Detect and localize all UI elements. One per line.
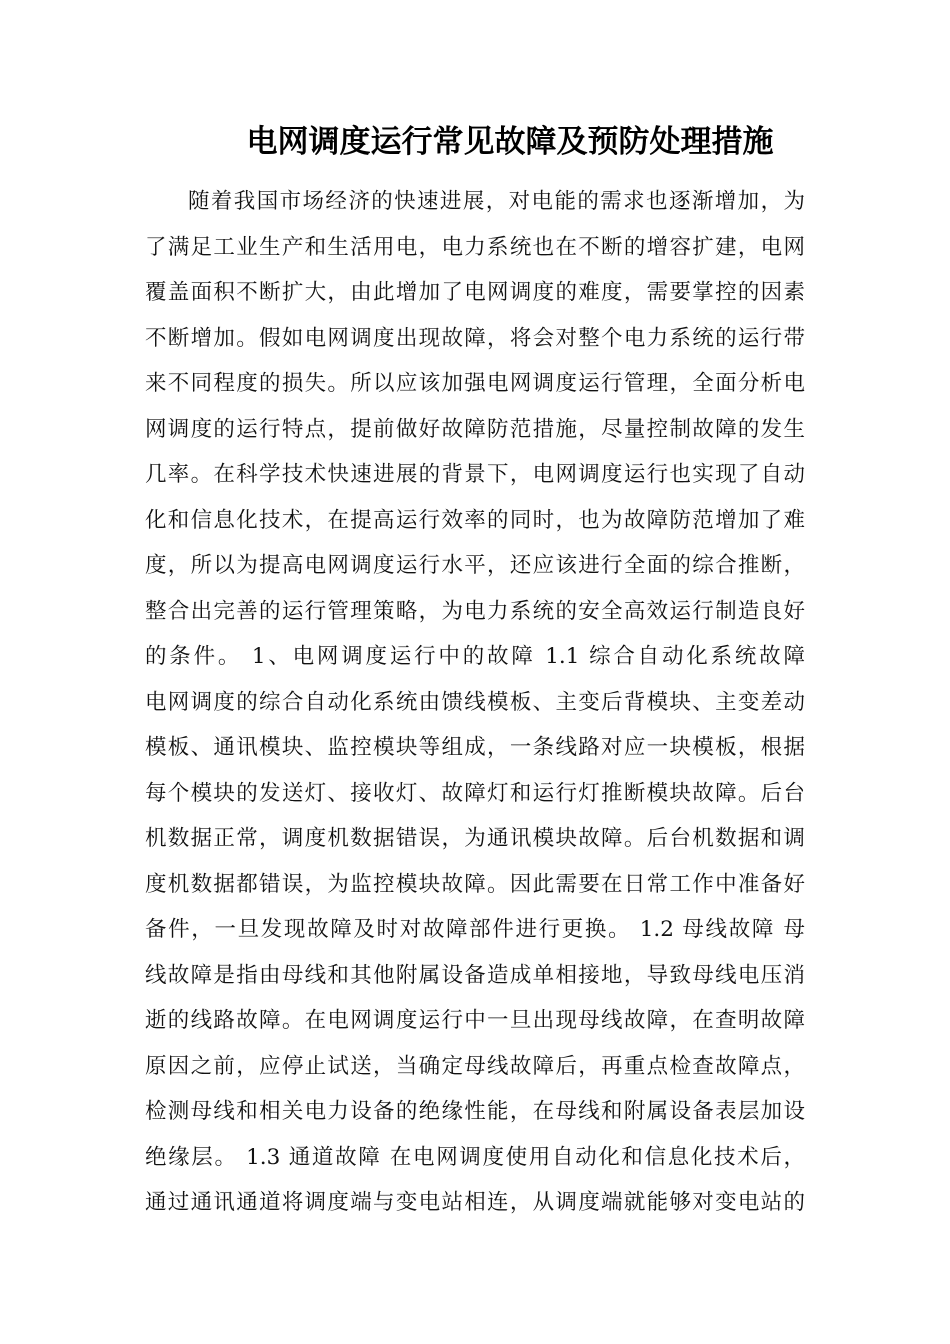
text-line: 了满足工业生产和生活用电，电力系统也在不断的增容扩建，电网 — [145, 234, 805, 260]
text-line: 化和信息化技术，在提高运行效率的同时，也为故障防范增加了难 — [145, 507, 805, 533]
text-line: 电网调度的综合自动化系统由馈线模板、主变后背模块、主变差动 — [145, 689, 805, 715]
text-line: 整合出完善的运行管理策略，为电力系统的安全高效运行制造良好 — [145, 598, 805, 624]
text-line: 检测母线和相关电力设备的绝缘性能，在母线和附属设备表层加设 — [145, 1099, 805, 1124]
document-title: 电网调度运行常见故障及预防处理措施 — [246, 124, 774, 160]
text-line: 网调度的运行特点，提前做好故障防范措施，尽量控制故障的发生 — [145, 416, 805, 442]
body-paragraph — [145, 184, 805, 1231]
text-line: 的条件。 1、电网调度运行中的故障 1.1 综合自动化系统故障 — [145, 644, 805, 669]
text-line: 随着我国市场经济的快速进展，对电能的需求也逐渐增加，为 — [188, 189, 805, 214]
text-line: 备件，一旦发现故障及时对故障部件进行更换。 1.2 母线故障 母 — [145, 917, 805, 942]
text-line: 每个模块的发送灯、接收灯、故障灯和运行灯推断模块故障。后台 — [145, 780, 805, 806]
text-line: 来不同程度的损失。所以应该加强电网调度运行管理，全面分析电 — [145, 371, 805, 396]
text-line: 度，所以为提高电网调度运行水平，还应该进行全面的综合推断， — [145, 553, 805, 578]
text-line: 模板、通讯模块、监控模块等组成，一条线路对应一块模板，根据 — [145, 735, 805, 760]
text-line: 绝缘层。 1.3 通道故障 在电网调度使用自动化和信息化技术后， — [145, 1144, 805, 1170]
text-line: 几率。在科学技术快速进展的背景下，电网调度运行也实现了自动 — [145, 462, 805, 487]
text-line: 原因之前，应停止试送，当确定母线故障后，再重点检查故障点， — [145, 1053, 805, 1079]
text-line: 不断增加。假如电网调度出现故障，将会对整个电力系统的运行带 — [145, 325, 805, 351]
text-line: 通过通讯通道将调度端与变电站相连，从调度端就能够对变电站的 — [145, 1190, 805, 1215]
text-line: 逝的线路故障。在电网调度运行中一旦出现母线故障，在查明故障 — [145, 1008, 805, 1033]
text-line: 度机数据都错误，为监控模块故障。因此需要在日常工作中准备好 — [145, 871, 805, 897]
text-line: 线故障是指由母线和其他附属设备造成单相接地，导致母线电压消 — [145, 962, 805, 988]
text-line: 覆盖面积不断扩大，由此增加了电网调度的难度，需要掌控的因素 — [145, 280, 805, 305]
text-line: 机数据正常，调度机数据错误，为通讯模块故障。后台机数据和调 — [145, 826, 805, 851]
